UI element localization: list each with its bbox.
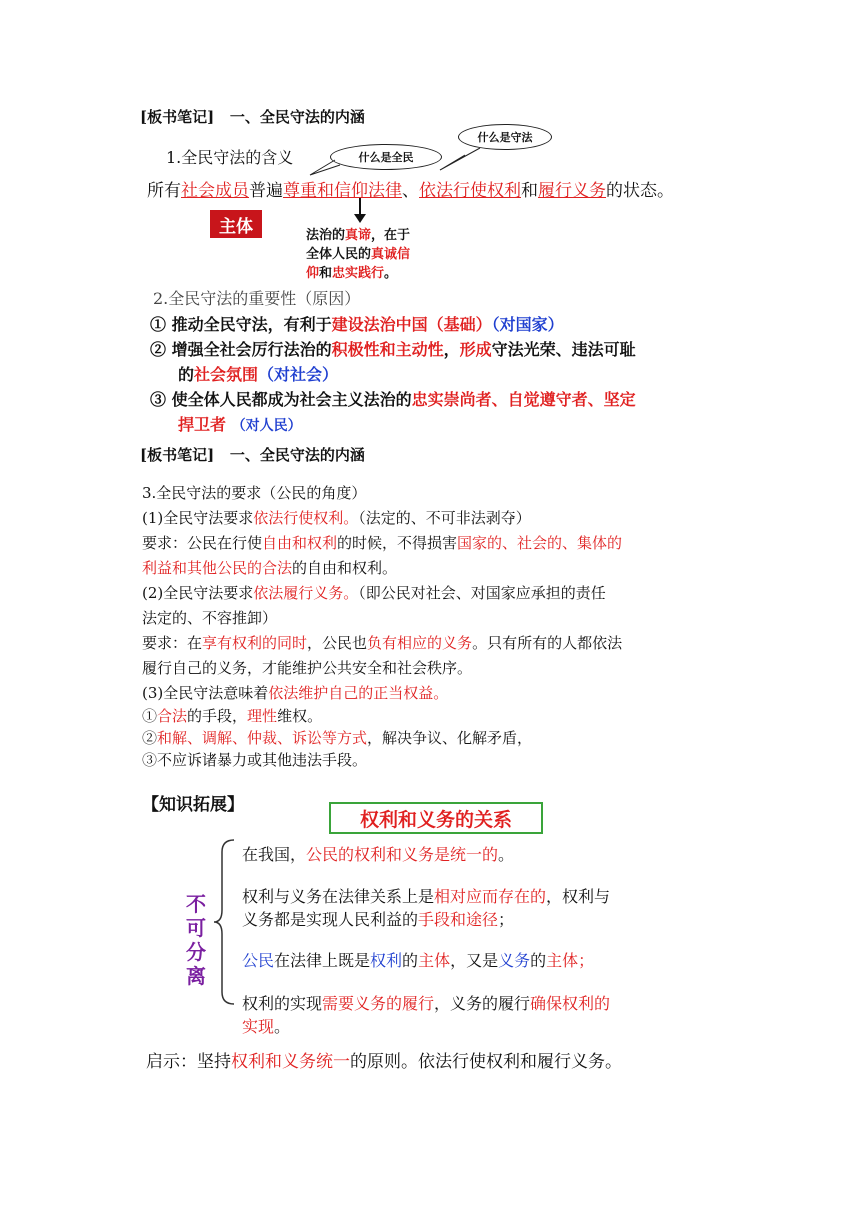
board-notes-header-1: [140, 106, 365, 127]
board-notes-tag: [板书笔记]: [140, 108, 215, 126]
rule-of-law-note: 法治的真谛，在于 全体人民的真诚信 仰和忠实践行。: [306, 228, 411, 281]
requirement-2-detail-line1: 要求：在享有权利的同时，公民也负有相应的义务。只有所有的人都依法: [142, 634, 623, 652]
bubble-what-is-everyone: 什么是全民: [330, 144, 442, 170]
relation-1: 在我国，公民的权利和义务是统一的。: [242, 845, 515, 864]
relation-3: 公民在法律上既是权利的主体，又是义务的主体；: [242, 951, 595, 970]
requirement-2-detail-line2: 履行自己的义务，才能维护公共安全和社会秩序。: [142, 659, 473, 677]
item3-title: 3.全民守法的要求（公民的角度）: [142, 484, 367, 502]
item1-title: 1.全民守法的含义: [166, 148, 294, 167]
requirement-3-point1: ①合法的手段，理性维权。: [142, 707, 323, 725]
reason-2-line2: 的社会氛围（对社会）: [178, 365, 339, 384]
requirement-1: (1)全民守法要求依法行使权利。（法定的、不可非法剥夺）: [142, 509, 531, 527]
requirement-2-line1: (2)全民守法要求依法履行义务。（即公民对社会、对国家应承担的责任: [142, 584, 606, 602]
requirement-3: (3)全民守法意味着依法维护自己的正当权益。: [142, 684, 449, 702]
down-arrow-icon: [350, 198, 370, 224]
bubble-what-is-law-abiding: 什么是守法: [458, 124, 552, 150]
board-notes-header-2: [板书笔记] 一、全民守法的内涵: [140, 446, 365, 464]
requirement-3-point2: ②和解、调解、仲裁、诉讼等方式，解决争议、化解矛盾，: [142, 729, 533, 747]
knowledge-extension-header: 【知识拓展】: [142, 795, 244, 815]
requirement-3-point3: ③不应诉诸暴力或其他违法手段。: [142, 751, 368, 769]
reason-2-line1: ② 增强全社会厉行法治的积极性和主动性，形成守法光荣、违法可耻: [150, 340, 636, 359]
requirement-2-line2: 法定的、不容推卸）: [142, 609, 278, 627]
reason-3-line1: ③ 使全体人民都成为社会主义法治的忠实崇尚者、自觉遵守者、坚定: [150, 390, 636, 409]
insight-line: 启示：坚持权利和义务统一的原则。依法行使权利和履行义务。: [146, 1052, 622, 1072]
item2-title: 2.全民守法的重要性（原因）: [153, 289, 361, 308]
left-brace-icon: [212, 838, 236, 1008]
relation-4-line2: 实现。: [242, 1017, 291, 1036]
definition-line: 所有社会成员普遍尊重和信仰法律、依法行使权利和履行义务的状态。: [147, 181, 674, 201]
relation-2-line1: 权利与义务在法律关系上是相对应而存在的，权利与: [242, 887, 611, 906]
subject-tag: 主体: [210, 210, 262, 238]
relation-2-line2: 义务都是实现人民利益的手段和途径；: [242, 910, 515, 929]
reason-3-line2: 捍卫者 （对人民）: [178, 415, 302, 434]
bubble-pointers: [290, 130, 510, 180]
requirement-1-detail-line1: 要求：公民在行使自由和权利的时候，不得损害国家的、社会的、集体的: [142, 534, 623, 552]
requirement-1-detail-line2: 利益和其他公民的合法的自由和权利。: [142, 559, 398, 577]
rights-duties-title-box: 权利和义务的关系: [329, 802, 543, 834]
relation-4-line1: 权利的实现需要义务的履行，义务的履行确保权利的: [242, 994, 611, 1013]
reason-1: ① 推动全民守法，有利于建设法治中国（基础）（对国家）: [150, 315, 564, 334]
inseparable-vertical-label: 不 可 分 离: [186, 892, 206, 988]
section-title: 一、全民守法的内涵: [229, 108, 365, 126]
